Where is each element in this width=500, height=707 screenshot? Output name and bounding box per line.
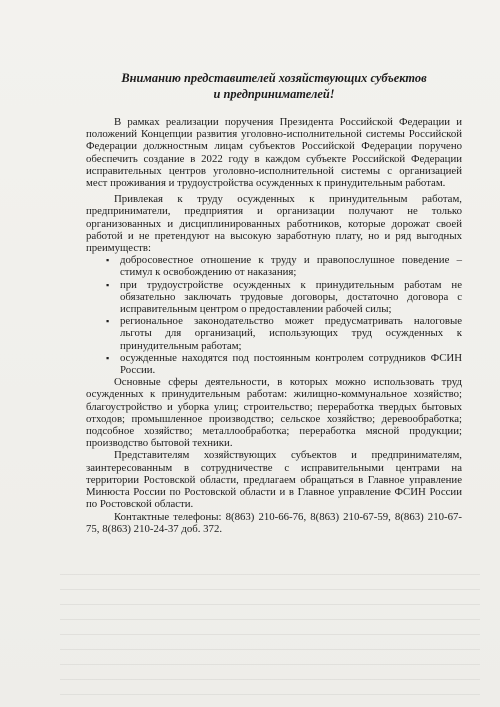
- paragraph-attract: Привлекая к труду осужденных к принудительным работам, предприниматели, предприятия и организации получают не только организованных и дисциплинированных работников, которые дорожат своей работой и не претендуют на высокую заработную плату, но и ряд выгодных преимуществ:: [86, 193, 462, 255]
- advantage-text: региональное законодательство может предусматривать налоговые льготы для организаций, использующих труд осужденных к принудительным работам;: [120, 315, 462, 352]
- advantages-list: [86, 254, 462, 376]
- faded-back-side-text: [60, 560, 480, 700]
- list-item: [106, 278, 462, 316]
- title-line-2: и предпринимателей!: [213, 87, 335, 101]
- title-line-1: Вниманию представителей хозяйствующих субъектов: [121, 71, 427, 85]
- document-body: [86, 70, 462, 535]
- list-item: [106, 254, 462, 279]
- bullet-icon: ▪: [106, 352, 110, 363]
- paragraph-spheres: Основные сферы деятельности, в которых можно использовать труд осужденных к принудительным работам: жилищно-коммунальное хозяйство; благоустройство и уборка улиц; строительство; переработка твердых бытовых отходов; промышленное производство; сельское хозяйство; деревообработка; подсобное хозяйство; металлообработка; переработка мясной продукции; производство бытовой техники.: [86, 376, 462, 450]
- list-item: [106, 351, 462, 377]
- contact-phones: Контактные телефоны: 8(863) 210-66-76, 8(863) 210-67-59, 8(863) 210-67-75, 8(863) 210-24-37 доб. 372.: [86, 510, 462, 535]
- advantage-text: при трудоустройстве осужденных к принудительным работам не обязательно заключать трудовые договоры, достаточно договора с исправительным центром о предоставлении рабочей силы;: [120, 278, 462, 316]
- bullet-icon: ▪: [106, 316, 110, 327]
- bullet-icon: ▪: [106, 279, 110, 290]
- bullet-icon: ▪: [106, 255, 110, 266]
- document-title: [86, 70, 462, 102]
- list-item: [106, 315, 462, 352]
- paragraph-appeal: Представителям хозяйствующих субъектов и предпринимателям, заинтересованным в сотрудничестве с исправительными центрами на территории Ростовской области, предлагаем обращаться в Главное управление Минюста России по Ростовской области и в Главное управление ФСИН России по Ростовской области.: [86, 449, 462, 511]
- advantage-text: добросовестное отношение к труду и правопослушное поведение – стимул к освобождению от наказания;: [120, 254, 462, 279]
- advantage-text: осужденные находятся под постоянным контролем сотрудников ФСИН России.: [120, 351, 462, 377]
- paragraph-intro: В рамках реализации поручения Президента Российской Федерации и положений Концепции развития уголовно-исполнительной системы Российской Федерации должностным лицам субъектов Российской Федерации поручено обеспечить создание в 2022 году в каждом субъекте Российской Федерации исправительных центров уголовно-исполнительной системы с организацией мест проживания и трудоустройства осужденных к принудительным работам.: [86, 116, 462, 190]
